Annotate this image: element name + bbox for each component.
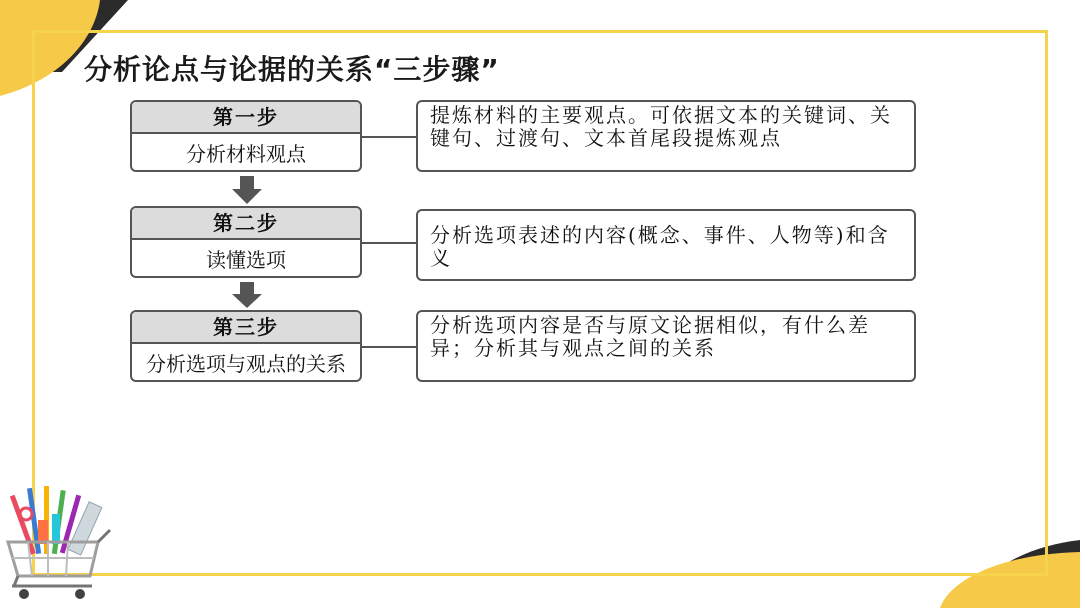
step-2-label: 读懂选项 [206, 247, 286, 272]
stationery-cart-icon [2, 484, 122, 602]
down-arrow-icon [230, 176, 264, 206]
step-3-connector [362, 346, 416, 348]
step-2-description: 分析选项表述的内容(概念、事件、人物等)和含义 [416, 209, 916, 281]
step-1-description: 提炼材料的主要观点。可依据文本的关键词、关键句、过渡句、文本首尾段提炼观点 [416, 100, 916, 172]
step-2-heading: 第二步 [132, 208, 360, 240]
step-1-label: 分析材料观点 [186, 141, 306, 166]
step-3-heading: 第三步 [132, 312, 360, 344]
down-arrow-icon [230, 282, 264, 310]
step-2-connector [362, 242, 416, 244]
step-1-heading: 第一步 [132, 102, 360, 134]
step-1-connector [362, 136, 416, 138]
slide-title: 分析论点与论据的关系“三步骤” [84, 53, 500, 86]
step-3-label: 分析选项与观点的关系 [146, 351, 346, 376]
step-box-3 [130, 310, 362, 382]
step-3-description: 分析选项内容是否与原文论据相似，有什么差异；分析其与观点之间的关系 [416, 310, 916, 382]
step-box-1 [130, 100, 362, 172]
step-box-2 [130, 206, 362, 278]
